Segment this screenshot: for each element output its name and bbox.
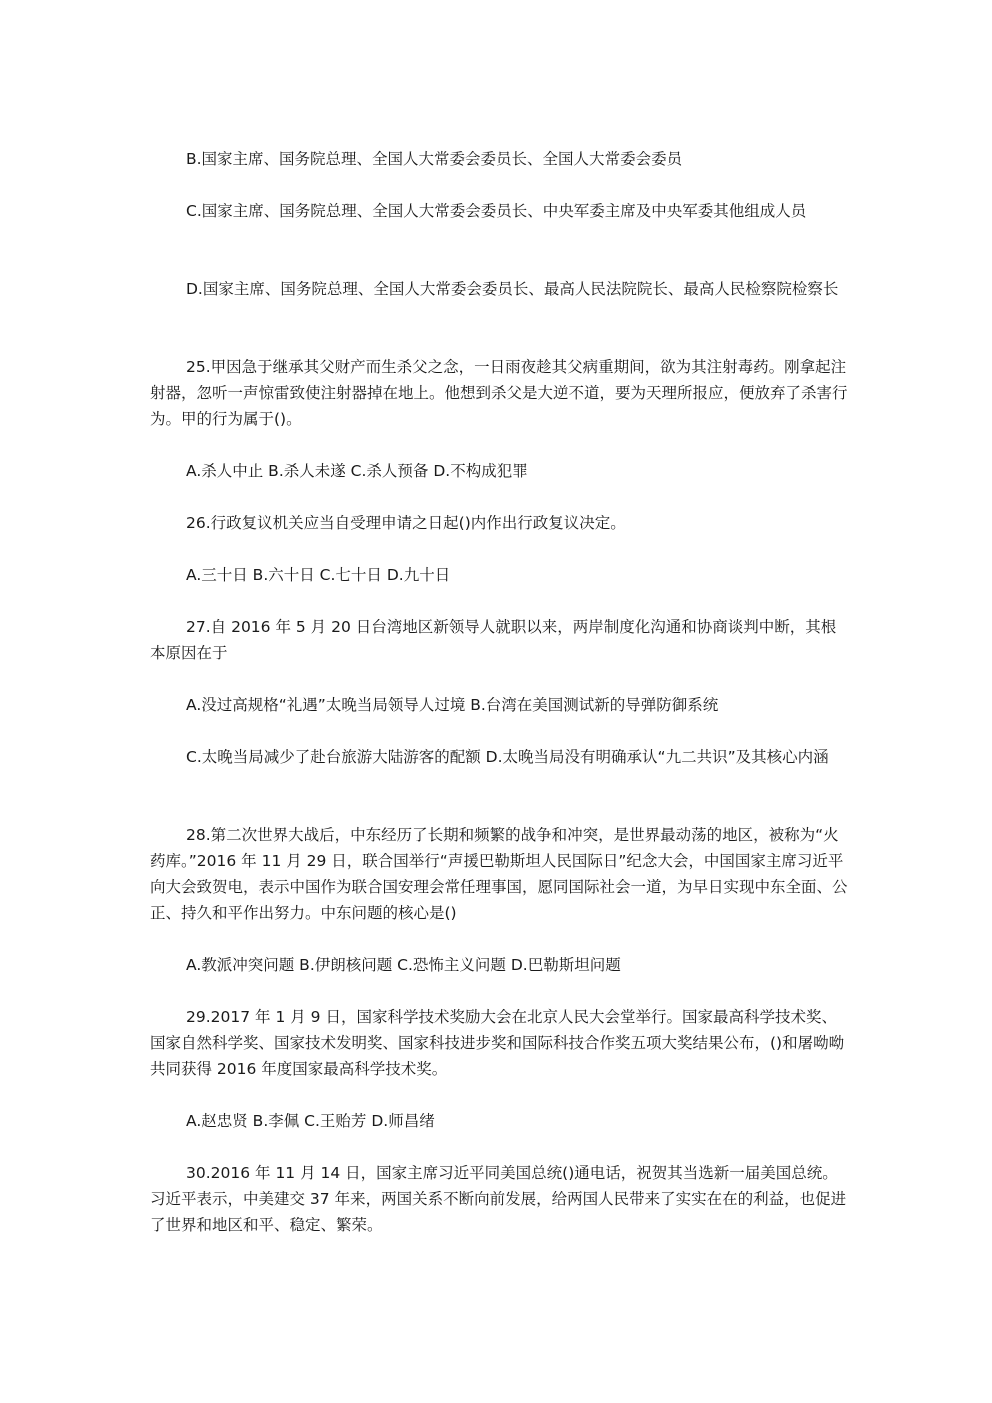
question-27-options-ab-text: A.没过高规格“礼遇”太晚当局领导人过境 B.台湾在美国测试新的导弹防御系统 [186, 696, 719, 714]
question-28-options-text: A.教派冲突问题 B.伊朗核问题 C.恐怖主义问题 D.巴勒斯坦问题 [186, 956, 621, 974]
question-28-text: 28.第二次世界大战后，中东经历了长期和频繁的战争和冲突，是世界最动荡的地区，被称为“火药库。”2016 年 11 月 29 日，联合国举行“声援巴勒斯坦人民国际日”纪念大会，中国国家主席习近平向大会致贺电，表示中国作为联合国安理会常任理事国，愿同国际社会一道，为早日实现中东全面、公正、持久和平作出努力。中东问题的核心是() [150, 826, 848, 922]
question-26-text: 26.行政复议机关应当自受理申请之日起()内作出行政复议决定。 [186, 514, 626, 532]
question-25-text: 25.甲因急于继承其父财产而生杀父之念，一日雨夜趁其父病重期间，欲为其注射毒药。刚拿起注射器，忽听一声惊雷致使注射器掉在地上。他想到杀父是大逆不道，要为天理所报应，便放弃了杀害行为。甲的行为属于()。 [150, 358, 848, 428]
option-b-text: B.国家主席、国务院总理、全国人大常委会委员长、全国人大常委会委员 [186, 150, 683, 168]
question-27-options-cd-text: C.太晚当局减少了赴台旅游大陆游客的配额 D.太晚当局没有明确承认“九二共识”及其核心内涵 [186, 748, 829, 766]
question-30-text: 30.2016 年 11 月 14 日，国家主席习近平同美国总统()通电话，祝贺其当选新一届美国总统。习近平表示，中美建交 37 年来，两国关系不断向前发展，给两国人民带来了实实在在的利益，也促进了世界和地区和平、稳定、繁荣。 [150, 1164, 847, 1234]
question-30 [150, 1160, 850, 1238]
question-26-options [150, 562, 850, 588]
question-29-options [150, 1108, 850, 1134]
option-b-paragraph [150, 146, 850, 172]
option-c-text: C.国家主席、国务院总理、全国人大常委会委员长、中央军委主席及中央军委其他组成人员 [186, 202, 807, 220]
question-27-options-ab [150, 692, 850, 718]
question-27 [150, 614, 850, 666]
option-d-text: D.国家主席、国务院总理、全国人大常委会委员长、最高人民法院院长、最高人民检察院检察长 [186, 280, 839, 298]
question-27-text: 27.自 2016 年 5 月 20 日台湾地区新领导人就职以来，两岸制度化沟通和协商谈判中断，其根本原因在于 [150, 618, 837, 662]
option-d-paragraph [150, 276, 850, 302]
question-25 [150, 354, 850, 432]
option-c-paragraph [150, 198, 850, 224]
question-27-options-cd [150, 744, 850, 770]
question-29 [150, 1004, 850, 1082]
question-25-options [150, 458, 850, 484]
question-25-options-text: A.杀人中止 B.杀人未遂 C.杀人预备 D.不构成犯罪 [186, 462, 528, 480]
question-28-options [150, 952, 850, 978]
question-26 [150, 510, 850, 536]
question-28 [150, 822, 850, 926]
question-26-options-text: A.三十日 B.六十日 C.七十日 D.九十日 [186, 566, 451, 584]
question-29-text: 29.2017 年 1 月 9 日，国家科学技术奖励大会在北京人民大会堂举行。国家最高科学技术奖、国家自然科学奖、国家技术发明奖、国家科技进步奖和国际科技合作奖五项大奖结果公布，()和屠呦呦共同获得 2016 年度国家最高科学技术奖。 [150, 1008, 845, 1078]
question-29-options-text: A.赵忠贤 B.李佩 C.王贻芳 D.师昌绪 [186, 1112, 435, 1130]
